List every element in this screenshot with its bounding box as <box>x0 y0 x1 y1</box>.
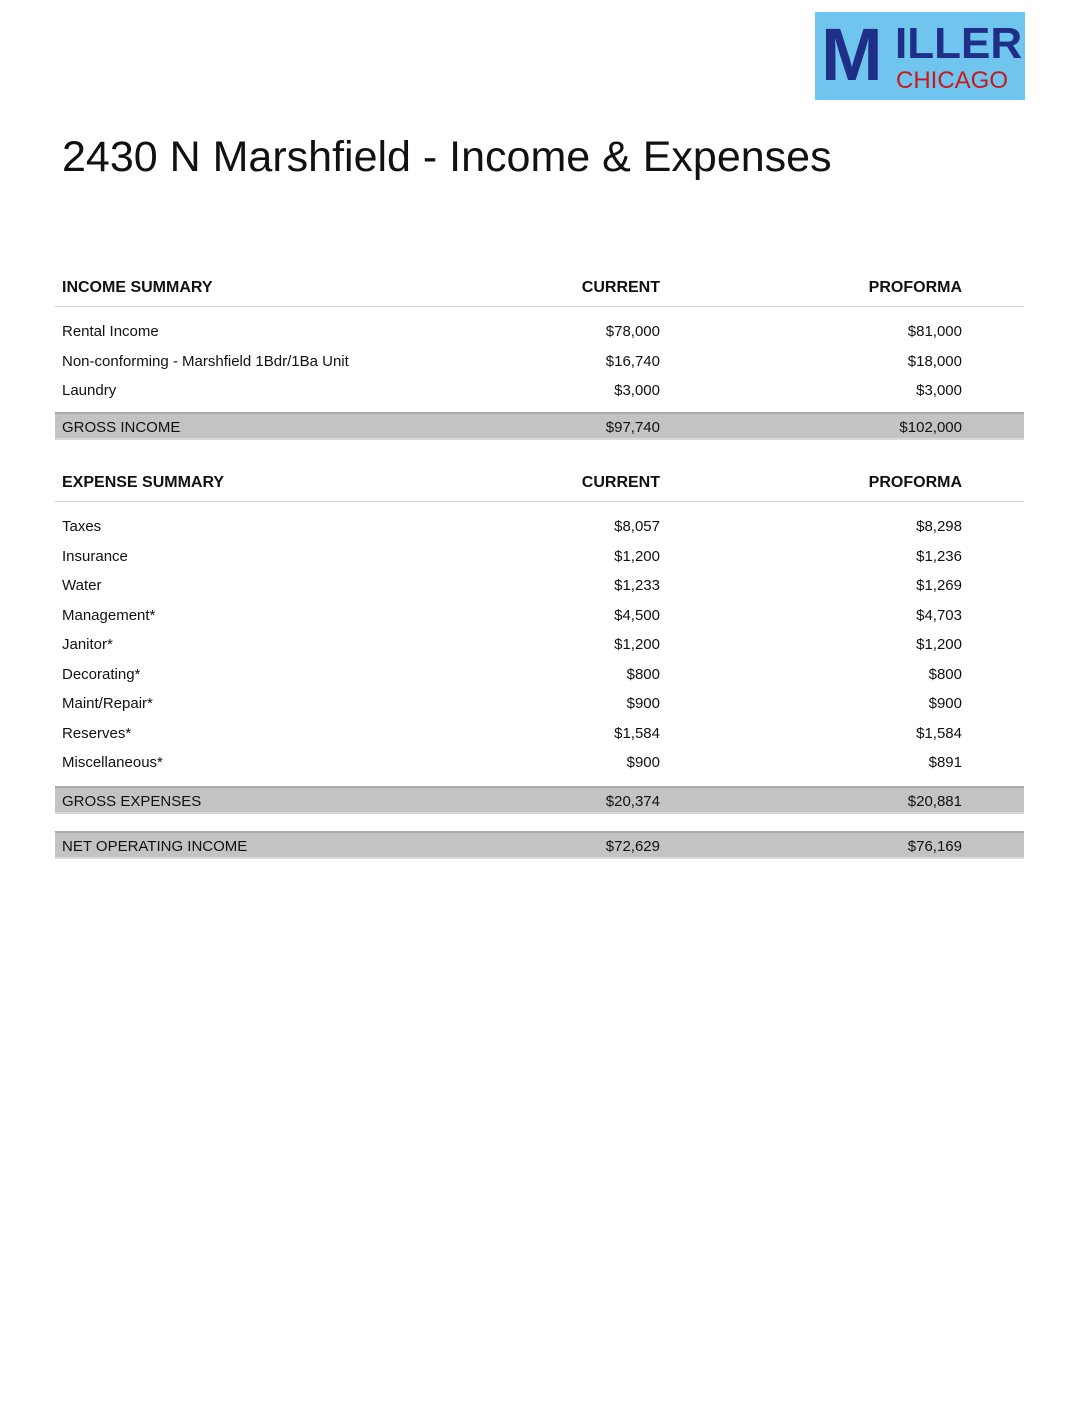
expense-header-label: EXPENSE SUMMARY <box>62 474 225 491</box>
row-current: $78,000 <box>605 323 660 340</box>
table-row <box>55 347 1024 377</box>
table-row <box>55 317 1024 347</box>
row-current: $1,233 <box>614 577 660 594</box>
row-current: $900 <box>626 754 660 771</box>
row-label: Miscellaneous* <box>62 754 163 771</box>
row-label: Water <box>62 577 102 594</box>
expense-header-row <box>55 467 1024 502</box>
noi-proforma: $76,169 <box>907 837 962 855</box>
income-header-proforma: PROFORMA <box>868 279 962 296</box>
expense-header-proforma: PROFORMA <box>868 474 962 491</box>
income-header-label: INCOME SUMMARY <box>62 279 213 296</box>
row-current: $800 <box>626 665 660 683</box>
row-proforma: $81,000 <box>907 323 962 340</box>
table-row <box>55 601 1024 631</box>
row-label: Maint/Repair* <box>62 695 153 712</box>
row-label: Insurance <box>62 547 128 565</box>
expense-header-current: CURRENT <box>581 474 660 491</box>
total-current: $97,740 <box>605 418 660 436</box>
table-row <box>55 512 1024 542</box>
row-current: $900 <box>626 695 660 712</box>
miller-chicago-logo <box>815 12 1025 100</box>
income-summary-table <box>55 272 1024 440</box>
noi-current: $72,629 <box>605 837 660 855</box>
total-proforma: $102,000 <box>899 418 962 436</box>
row-current: $3,000 <box>614 382 660 399</box>
page-title: 2430 N Marshfield - Income & Expenses <box>62 133 832 181</box>
logo-letter-m: M <box>821 13 881 96</box>
table-row <box>55 376 1024 406</box>
table-row <box>55 630 1024 660</box>
row-proforma: $18,000 <box>907 352 962 370</box>
row-current: $4,500 <box>614 606 660 624</box>
table-row <box>55 571 1024 601</box>
income-header-row <box>55 272 1024 307</box>
total-label: GROSS INCOME <box>62 418 181 436</box>
row-proforma: $3,000 <box>916 382 962 399</box>
gross-income-row <box>55 412 1024 440</box>
row-label: Taxes <box>62 518 102 535</box>
row-label: Janitor* <box>62 636 113 653</box>
row-label: Rental Income <box>62 323 159 340</box>
noi-label: NET OPERATING INCOME <box>62 837 248 855</box>
net-operating-income-row <box>55 831 1024 859</box>
row-label: Non-conforming - Marshfield 1Bdr/1Ba Unit <box>62 352 349 370</box>
row-proforma: $1,200 <box>916 636 962 653</box>
table-row <box>55 689 1024 719</box>
income-header-current: CURRENT <box>581 279 660 296</box>
row-current: $16,740 <box>605 352 660 370</box>
table-row <box>55 542 1024 572</box>
row-proforma: $1,269 <box>916 577 962 594</box>
row-proforma: $4,703 <box>916 606 962 624</box>
row-proforma: $800 <box>928 665 962 683</box>
expense-summary-table <box>55 467 1024 859</box>
total-current: $20,374 <box>605 792 660 810</box>
row-label: Decorating* <box>62 665 141 683</box>
row-label: Reserves* <box>62 724 132 742</box>
row-label: Management* <box>62 606 156 624</box>
row-current: $1,200 <box>614 636 660 653</box>
row-label: Laundry <box>62 382 117 399</box>
row-current: $1,200 <box>614 547 660 565</box>
row-proforma: $891 <box>928 754 962 771</box>
row-current: $8,057 <box>614 518 660 535</box>
table-row <box>55 748 1024 778</box>
row-proforma: $8,298 <box>916 518 962 535</box>
total-label: GROSS EXPENSES <box>62 792 202 810</box>
gross-expenses-row <box>55 786 1024 814</box>
row-proforma: $1,584 <box>916 724 962 742</box>
table-row <box>55 660 1024 690</box>
logo-chicago: CHICAGO <box>896 67 1009 94</box>
row-proforma: $1,236 <box>916 547 962 565</box>
total-proforma: $20,881 <box>907 792 962 810</box>
table-row <box>55 719 1024 749</box>
row-proforma: $900 <box>928 695 962 712</box>
logo-letters-iller: ILLER <box>895 19 1023 68</box>
row-current: $1,584 <box>614 724 660 742</box>
